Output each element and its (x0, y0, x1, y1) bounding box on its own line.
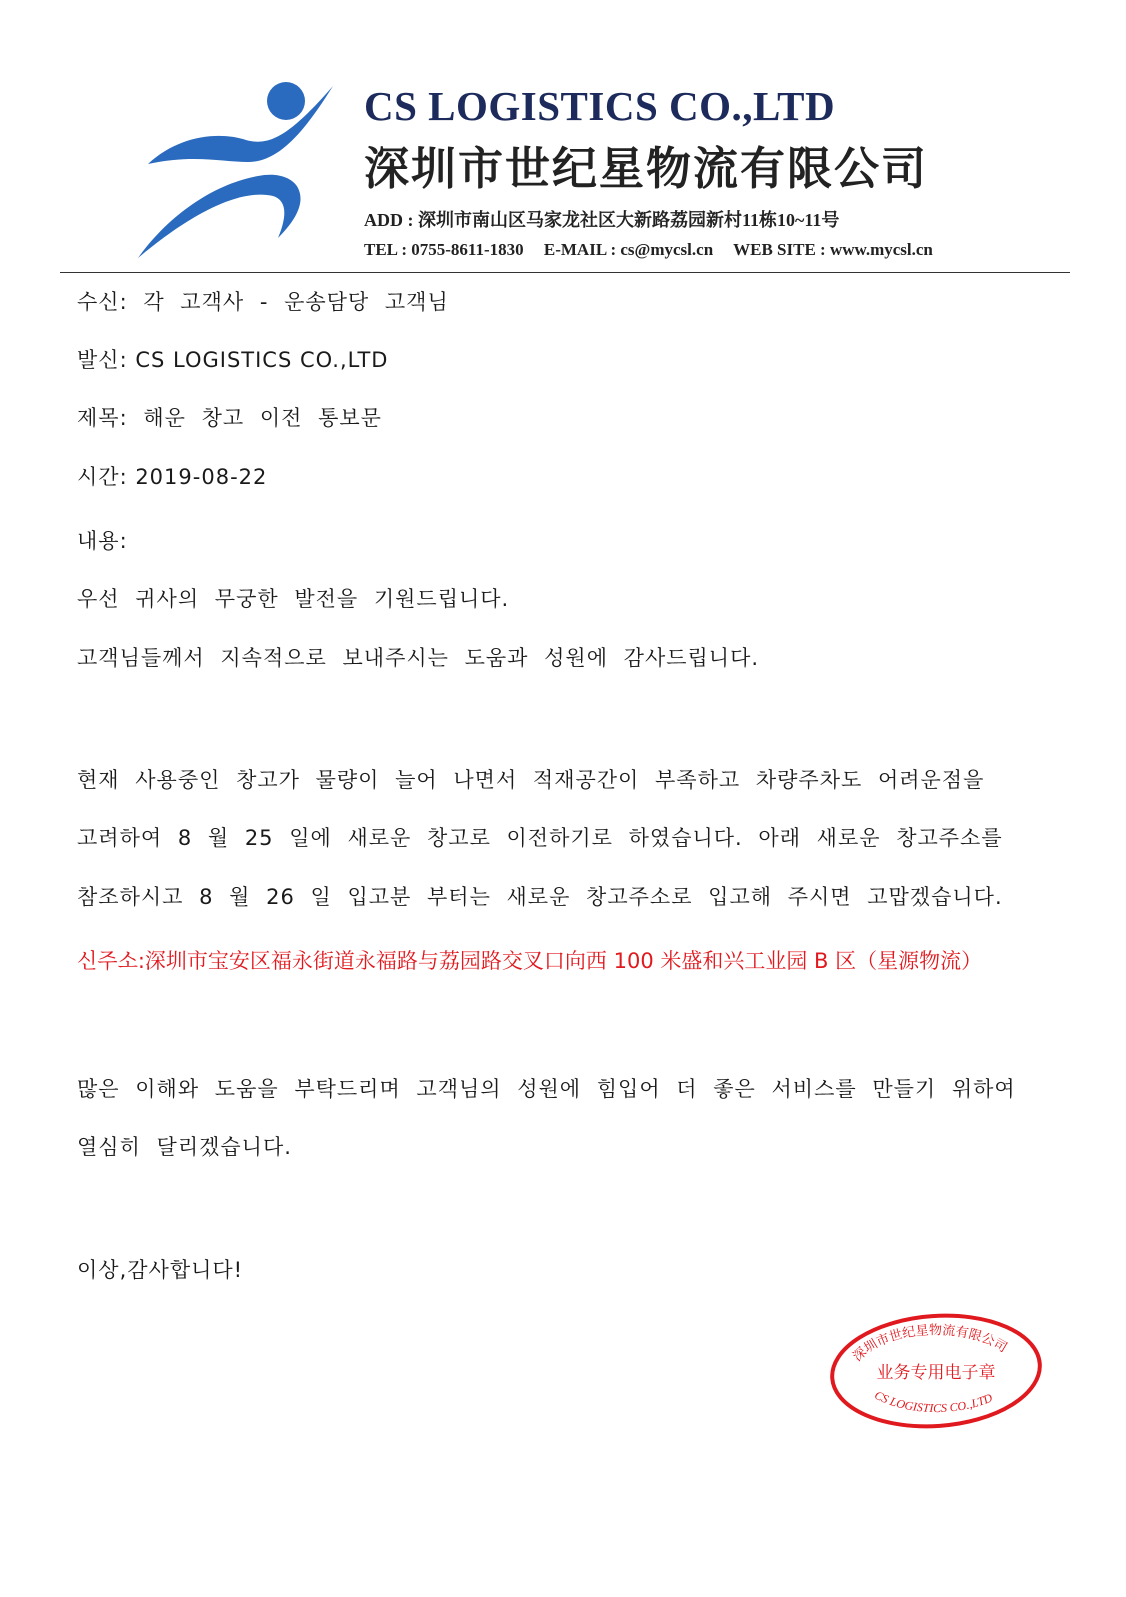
seal-bottom-text: CS LOGISTICS CO.,LTD (872, 1387, 995, 1416)
recipient-line: 수신: 각 고객사 - 운송담당 고객님 (77, 290, 449, 314)
subject-line: 제목: 해운 창고 이전 통보문 (77, 406, 382, 430)
greeting-line-2: 고객님들께서 지속적으로 보내주시는 도움과 성원에 감사드립니다. (77, 646, 760, 670)
notice-line-2: 고려하여 8 월 25 일에 새로운 창고로 이전하기로 하였습니다. 아래 새로운 창고주소를 (77, 826, 1003, 850)
company-contact (364, 240, 949, 260)
running-person-logo-icon (128, 76, 348, 266)
new-address-line: 신주소:深圳市宝安区福永街道永福路与荔园路交叉口向西 100 米盛和兴工业园 B 区（星源物流） (77, 949, 983, 973)
company-email[interactable]: E-MAIL : cs@mycsl.cn (543, 240, 714, 259)
company-name-cn: 深圳市世纪星物流有限公司 (364, 142, 929, 195)
company-name-en: CS LOGISTICS CO.,LTD (364, 83, 836, 129)
seal-top-text: 深圳市世纪星物流有限公司 (850, 1323, 1010, 1365)
notice-line-3: 참조하시고 8 월 26 일 입고분 부터는 새로운 창고주소로 입고해 주시면 고맙겠습니다. (77, 885, 1003, 909)
date-line: 시간: 2019-08-22 (77, 465, 268, 489)
closing-line-1: 많은 이해와 도움을 부탁드리며 고객님의 성원에 힘입어 더 좋은 서비스를 만들기 위하여 (77, 1077, 1016, 1101)
company-address: ADD : 深圳市南山区马家龙社区大新路荔园新村11栋10~11号 (364, 210, 840, 230)
company-website[interactable]: WEB SITE : www.mycsl.cn (733, 240, 933, 259)
closing-line-2: 열심히 달리겠습니다. (77, 1135, 292, 1159)
letterhead (0, 0, 1126, 275)
sender-line: 발신: CS LOGISTICS CO.,LTD (77, 348, 389, 372)
greeting-line-1: 우선 귀사의 무궁한 발전을 기원드립니다. (77, 587, 510, 611)
notice-line-1: 현재 사용중인 창고가 물량이 늘어 나면서 적재공간이 부족하고 차량주차도 어려운점을 (77, 768, 985, 792)
company-tel: TEL : 0755-8611-1830 (364, 240, 524, 259)
signoff-line: 이상,감사합니다! (77, 1258, 244, 1282)
content-label: 내용: (77, 529, 128, 553)
header-divider (60, 272, 1070, 273)
company-seal-stamp (828, 1312, 1044, 1430)
seal-center-text: 业务专用电子章 (876, 1363, 996, 1383)
